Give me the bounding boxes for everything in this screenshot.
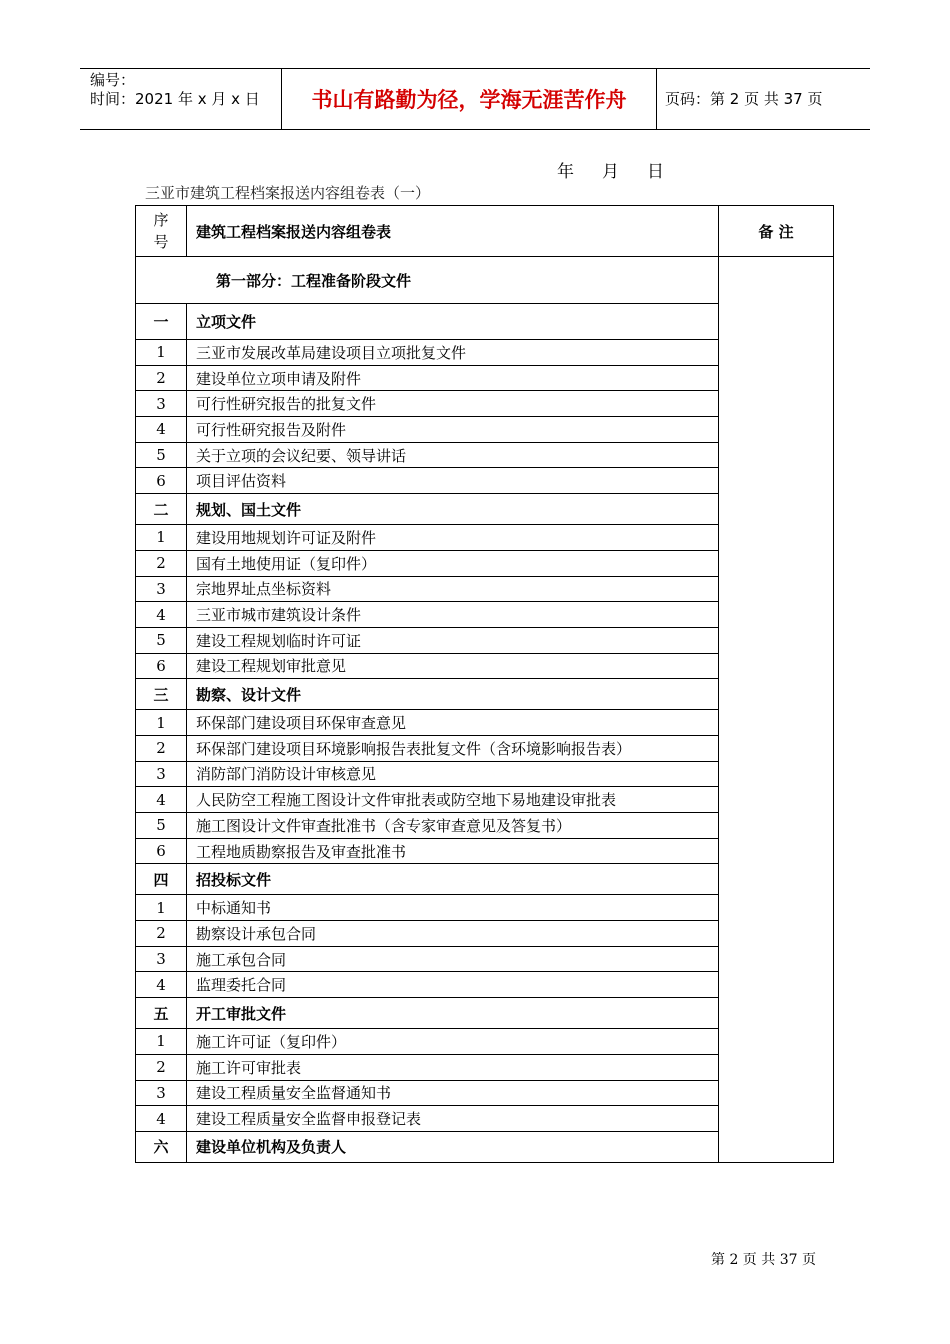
section-title: 规划、国土文件 — [187, 494, 719, 525]
row-number: 6 — [136, 838, 187, 864]
column-note-header: 备 注 — [719, 206, 834, 257]
archive-table — [135, 205, 834, 1163]
row-number: 四 — [136, 864, 187, 895]
row-number: 3 — [136, 1080, 187, 1106]
date-line — [557, 157, 692, 182]
item-text: 宗地界址点坐标资料 — [187, 576, 719, 602]
item-text: 三亚市城市建筑设计条件 — [187, 602, 719, 628]
row-number: 4 — [136, 602, 187, 628]
row-number: 4 — [136, 417, 187, 443]
row-number: 1 — [136, 1029, 187, 1055]
item-text: 工程地质勘察报告及审查批准书 — [187, 838, 719, 864]
item-text: 三亚市发展改革局建设项目立项批复文件 — [187, 340, 719, 366]
part-title: 第一部分：工程准备阶段文件 — [136, 257, 719, 304]
item-text: 可行性研究报告的批复文件 — [187, 391, 719, 417]
item-text: 项目评估资料 — [187, 468, 719, 494]
item-text: 施工图设计文件审查批准书（含专家审查意见及答复书） — [187, 813, 719, 839]
date-month: 月 — [602, 162, 619, 182]
item-text: 国有土地使用证（复印件） — [187, 550, 719, 576]
part-row — [136, 257, 834, 304]
item-text: 监理委托合同 — [187, 972, 719, 998]
item-text: 建设工程质量安全监督通知书 — [187, 1080, 719, 1106]
row-number: 二 — [136, 494, 187, 525]
row-number: 3 — [136, 761, 187, 787]
note-column — [719, 257, 834, 1163]
section-title: 立项文件 — [187, 304, 719, 340]
page-footer: 第 2 页 共 37 页 — [711, 1252, 816, 1268]
item-text: 建设工程规划审批意见 — [187, 653, 719, 679]
row-number: 5 — [136, 442, 187, 468]
item-text: 建设用地规划许可证及附件 — [187, 525, 719, 551]
row-number: 4 — [136, 1106, 187, 1132]
item-text: 中标通知书 — [187, 895, 719, 921]
item-text: 建设单位立项申请及附件 — [187, 365, 719, 391]
row-number: 一 — [136, 304, 187, 340]
row-number: 六 — [136, 1131, 187, 1162]
row-number: 5 — [136, 627, 187, 653]
item-text: 环保部门建设项目环境影响报告表批复文件（含环境影响报告表） — [187, 735, 719, 761]
section-title: 勘察、设计文件 — [187, 679, 719, 710]
item-text: 建设工程规划临时许可证 — [187, 627, 719, 653]
row-number: 1 — [136, 710, 187, 736]
code-label: 编号： — [90, 71, 136, 89]
time-label: 时间：2021 年 x 月 x 日 — [90, 90, 260, 108]
row-number: 2 — [136, 921, 187, 947]
item-text: 消防部门消防设计审核意见 — [187, 761, 719, 787]
column-no-header: 序 号 — [136, 206, 187, 257]
header-page-info: 页码：第 2 页 共 37 页 — [665, 90, 823, 108]
item-text: 施工承包合同 — [187, 946, 719, 972]
row-number: 1 — [136, 895, 187, 921]
item-text: 环保部门建设项目环保审查意见 — [187, 710, 719, 736]
table-title: 建筑工程档案报送内容组卷表 — [187, 206, 719, 257]
row-number: 三 — [136, 679, 187, 710]
row-number: 6 — [136, 653, 187, 679]
item-text: 关于立项的会议纪要、领导讲话 — [187, 442, 719, 468]
item-text: 勘察设计承包合同 — [187, 921, 719, 947]
row-number: 3 — [136, 946, 187, 972]
row-number: 2 — [136, 550, 187, 576]
header-meta — [90, 71, 285, 109]
row-number: 4 — [136, 787, 187, 813]
row-number: 2 — [136, 735, 187, 761]
row-number: 2 — [136, 1054, 187, 1080]
row-number: 4 — [136, 972, 187, 998]
item-text: 人民防空工程施工图设计文件审批表或防空地下易地建设审批表 — [187, 787, 719, 813]
page-header — [80, 68, 870, 130]
date-day: 日 — [647, 162, 664, 182]
section-title: 招投标文件 — [187, 864, 719, 895]
row-number: 6 — [136, 468, 187, 494]
table-header-row — [136, 206, 834, 257]
section-title: 建设单位机构及负责人 — [187, 1131, 719, 1162]
section-title: 开工审批文件 — [187, 998, 719, 1029]
header-motto: 书山有路勤为径，学海无涯苦作舟 — [281, 69, 657, 129]
document-subtitle: 三亚市建筑工程档案报送内容组卷表（一） — [145, 184, 431, 202]
item-text: 施工许可证（复印件） — [187, 1029, 719, 1055]
item-text: 施工许可审批表 — [187, 1054, 719, 1080]
row-number: 五 — [136, 998, 187, 1029]
row-number: 1 — [136, 340, 187, 366]
row-number: 3 — [136, 391, 187, 417]
item-text: 可行性研究报告及附件 — [187, 417, 719, 443]
row-number: 3 — [136, 576, 187, 602]
item-text: 建设工程质量安全监督申报登记表 — [187, 1106, 719, 1132]
row-number: 2 — [136, 365, 187, 391]
date-year: 年 — [557, 162, 574, 182]
row-number: 5 — [136, 813, 187, 839]
row-number: 1 — [136, 525, 187, 551]
